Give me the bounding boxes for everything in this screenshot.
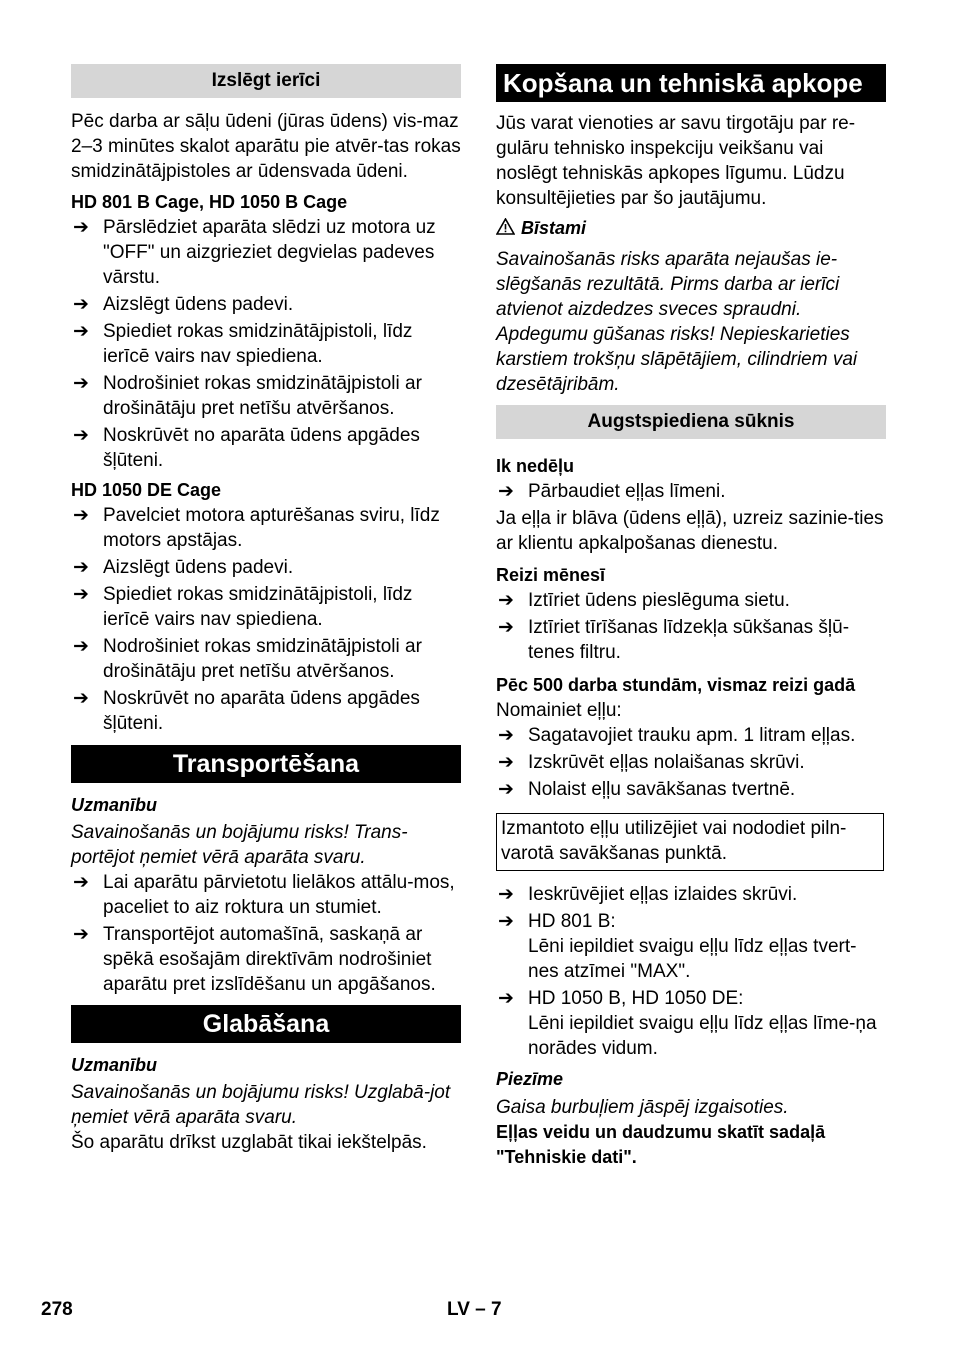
list-item: ➔ Izskrūvēt eļļas nolaišanas skrūvi. bbox=[498, 752, 805, 773]
disposal-note-box bbox=[496, 813, 884, 871]
caution-text-transport: Savainošanās un bojājumu risks! Trans-portējot ņemiet vērā aparāta svaru. bbox=[71, 822, 408, 868]
list-item: ➔ Ieskrūvējiet eļļas izlaides skrūvi. bbox=[498, 884, 798, 905]
steps-list-1 bbox=[71, 215, 461, 473]
list-item: ➔ Pārbaudiet eļļas līmeni. bbox=[498, 481, 726, 502]
arrow-right-icon: ➔ bbox=[73, 373, 89, 394]
paragraph-izslegt: Pēc darba ar sāļu ūdeni (jūras ūdens) vis-maz 2–3 minūtes skalot aparātu pie atvēr-tas rokas smidzinātājpistoles ar ūdensvada ūdeni. bbox=[71, 111, 461, 182]
list-item: ➔ Pavelciet motora apturēšanas sviru, līdz motors apstājas. bbox=[73, 505, 440, 551]
danger-text: Savainošanās risks aparāta nejaušas ie-slēgšanās rezultātā. Pirms darba ar ierīci atvienot aizdedzes sveces spraudni. Apdegumu gūšanas risks! Nepieskarieties karstiem trokšņu slāpētājiem, cilindriem vai dzesētājribām. bbox=[496, 249, 858, 395]
language-page-label: LV – 7 bbox=[447, 1299, 502, 1320]
steps-list-weekly bbox=[496, 479, 886, 504]
arrow-right-icon: ➔ bbox=[73, 872, 89, 893]
steps-list-500 bbox=[496, 723, 886, 802]
subheading-hd801-cage: HD 801 B Cage, HD 1050 B Cage bbox=[71, 192, 348, 212]
hd801-refill-text: Lēni iepildiet svaigu eļļu līdz eļļas tvert-nes atzīmei "MAX". bbox=[528, 936, 857, 982]
subheading-hd1050de-cage: HD 1050 DE Cage bbox=[71, 480, 222, 500]
subheading-500-hours: Pēc 500 darba stundām, vismaz reizi gadā bbox=[496, 675, 856, 695]
arrow-right-icon: ➔ bbox=[498, 590, 514, 611]
section-heading-izslegt: Izslēgt ierīci bbox=[71, 64, 461, 98]
caution-text-storage: Savainošanās un bojājumu risks! Uzglabā-jot ņemiet vērā aparāta svaru. bbox=[71, 1082, 451, 1128]
warning-triangle-icon bbox=[496, 217, 515, 242]
arrow-right-icon: ➔ bbox=[73, 505, 89, 526]
paragraph-weekly: Ja eļļa ir blāva (ūdens eļļā), uzreiz sazinie-ties ar klientu apkalpošanas dienestu. bbox=[496, 508, 884, 554]
arrow-right-icon: ➔ bbox=[498, 617, 514, 638]
arrow-right-icon: ➔ bbox=[73, 321, 89, 342]
list-item: ➔ Pārslēdziet aparāta slēdzi uz motora uz "OFF" un aizgrieziet degvielas padeves vārstu. bbox=[73, 217, 436, 288]
subheading-weekly: Ik nedēļu bbox=[496, 456, 575, 476]
steps-list-monthly bbox=[496, 588, 886, 665]
list-item: ➔ Iztīriet tīrīšanas līdzekļa sūkšanas šļū-tenes filtru. bbox=[498, 617, 850, 663]
arrow-right-icon: ➔ bbox=[73, 425, 89, 446]
arrow-right-icon: ➔ bbox=[73, 294, 89, 315]
list-item: ➔ Sagatavojiet trauku apm. 1 litram eļļas. bbox=[498, 725, 856, 746]
steps-list-refill bbox=[496, 882, 886, 934]
list-item: ➔ Iztīriet ūdens pieslēguma sietu. bbox=[498, 590, 790, 611]
oil-reference-text: Eļļas veidu un daudzumu skatīt sadaļā "Tehniskie dati". bbox=[496, 1122, 826, 1167]
paragraph-kopsana: Jūs varat vienoties ar savu tirgotāju par re-gulāru tehnisko inspekciju veikšanu vai noslēgt tehniskās apkopes līgumu. Lūdzu konsultējieties par šo jautājumu. bbox=[496, 113, 856, 209]
arrow-right-icon: ➔ bbox=[498, 988, 514, 1009]
hd1050-refill-text: Lēni iepildiet svaigu eļļu līdz eļļas līme-ņa norādes vidum. bbox=[528, 1013, 877, 1059]
arrow-right-icon: ➔ bbox=[498, 911, 514, 932]
list-item: ➔ Nolaist eļļu savākšanas tvertnē. bbox=[498, 779, 796, 800]
right-column bbox=[496, 64, 886, 1170]
arrow-right-icon: ➔ bbox=[498, 752, 514, 773]
list-item: ➔ Lai aparātu pārvietotu lielākos attālu-mos, paceliet to aiz roktura un stumiet. bbox=[73, 872, 455, 918]
arrow-right-icon: ➔ bbox=[498, 884, 514, 905]
note-text: Gaisa burbuļiem jāspēj izgaisoties. bbox=[496, 1097, 789, 1118]
page-number: 278 bbox=[41, 1299, 73, 1320]
arrow-right-icon: ➔ bbox=[498, 481, 514, 502]
list-item: ➔ Nodrošiniet rokas smidzinātājpistoli ar drošinātāju pret netīšu atvēršanos. bbox=[73, 373, 422, 419]
danger-label: Bīstami bbox=[496, 216, 886, 242]
caution-label: Uzmanību bbox=[71, 1055, 158, 1075]
list-item: ➔ Nodrošiniet rokas smidzinātājpistoli ar drošinātāju pret netīšu atvēršanos. bbox=[73, 636, 422, 682]
list-item: ➔ Spiediet rokas smidzinātājpistoli, līdz ierīcē vairs nav spiediena. bbox=[73, 321, 413, 367]
subheading-monthly: Reizi mēnesī bbox=[496, 565, 606, 585]
section-heading-glabasana: Glabāšana bbox=[71, 1005, 461, 1043]
disposal-note-text: Izmantoto eļļu utilizējiet vai nododiet piln-varotā savākšanas punktā. bbox=[501, 818, 847, 864]
section-heading-suknis: Augstspiediena sūknis bbox=[496, 405, 886, 439]
steps-list-2 bbox=[71, 503, 461, 736]
arrow-right-icon: ➔ bbox=[73, 557, 89, 578]
arrow-right-icon: ➔ bbox=[498, 725, 514, 746]
arrow-right-icon: ➔ bbox=[73, 217, 89, 238]
list-item: ➔ Aizslēgt ūdens padevi. bbox=[73, 294, 294, 315]
arrow-right-icon: ➔ bbox=[73, 584, 89, 605]
arrow-right-icon: ➔ bbox=[73, 924, 89, 945]
list-item: ➔ HD 801 B: bbox=[498, 911, 616, 932]
list-item: ➔ Noskrūvēt no aparāta ūdens apgādes šļūteni. bbox=[73, 425, 420, 471]
list-item: ➔ HD 1050 B, HD 1050 DE: bbox=[498, 988, 744, 1009]
section-heading-transportesana: Transportēšana bbox=[71, 745, 461, 783]
list-item: ➔ Aizslēgt ūdens padevi. bbox=[73, 557, 294, 578]
left-column bbox=[71, 64, 461, 1155]
note-label: Piezīme bbox=[496, 1069, 564, 1089]
arrow-right-icon: ➔ bbox=[498, 779, 514, 800]
arrow-right-icon: ➔ bbox=[73, 688, 89, 709]
storage-text: Šo aparātu drīkst uzglabāt tikai iekštelpās. bbox=[71, 1132, 427, 1153]
arrow-right-icon: ➔ bbox=[73, 636, 89, 657]
list-item: ➔ Noskrūvēt no aparāta ūdens apgādes šļūteni. bbox=[73, 688, 420, 734]
section-heading-kopsana: Kopšana un tehniskā apkope bbox=[496, 64, 886, 102]
change-oil-text: Nomainiet eļļu: bbox=[496, 700, 622, 721]
list-item: ➔ Spiediet rokas smidzinātājpistoli, līdz ierīcē vairs nav spiediena. bbox=[73, 584, 413, 630]
list-item: ➔ Transportējot automašīnā, saskaņā ar spēkā esošajām direktīvām nodrošiniet aparātu pret izslīdēšanu un apgāšanos. bbox=[73, 924, 436, 995]
steps-list-3 bbox=[71, 870, 461, 997]
steps-list-refill-2 bbox=[496, 986, 886, 1011]
caution-label: Uzmanību bbox=[71, 795, 158, 815]
